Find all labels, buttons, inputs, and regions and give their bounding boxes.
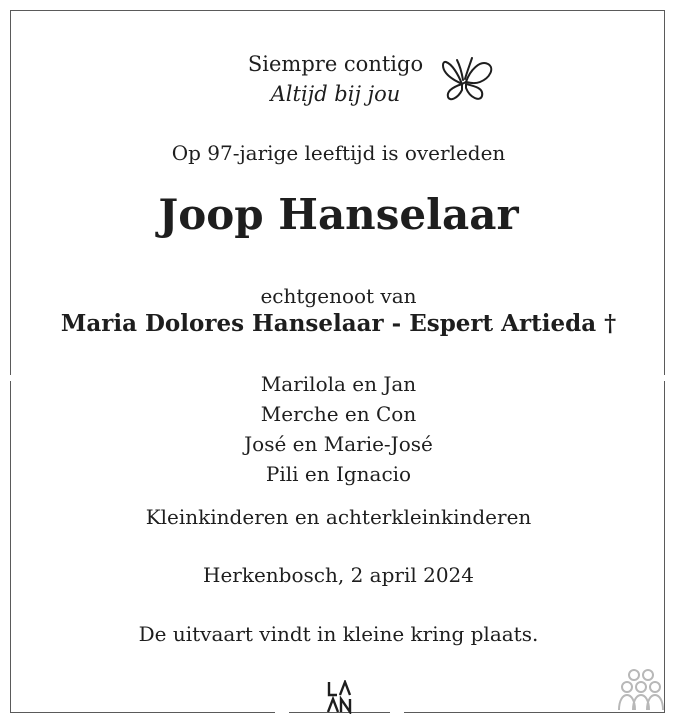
child-line: Marilola en Jan <box>260 372 417 396</box>
motto-line-2: Altijd bij jou <box>270 82 401 106</box>
intro-text: Op 97-jarige leeftijd is overleden <box>171 141 506 165</box>
butterfly-icon <box>440 54 498 104</box>
funeral-text: De uitvaart vindt in kleine kring plaats. <box>138 622 539 646</box>
people-icon <box>617 668 665 712</box>
spouse-name: Maria Dolores Hanselaar - Espert Artieda † <box>60 310 617 337</box>
frame-gap-bottom-left <box>275 708 289 716</box>
frame-gap-bottom-right <box>390 708 404 716</box>
grandchildren-text: Kleinkinderen en achterkleinkinderen <box>145 505 532 529</box>
deceased-name: Joop Hanselaar <box>158 190 519 239</box>
place-date-text: Herkenbosch, 2 april 2024 <box>203 563 474 587</box>
laan-logo <box>322 680 356 714</box>
relation-text: echtgenoot van <box>260 284 417 308</box>
child-line: José en Marie-José <box>244 432 433 456</box>
child-line: Merche en Con <box>260 402 417 426</box>
child-line: Pili en Ignacio <box>265 462 412 486</box>
notice-frame <box>10 10 665 713</box>
motto-line-1: Siempre contigo <box>247 52 424 76</box>
